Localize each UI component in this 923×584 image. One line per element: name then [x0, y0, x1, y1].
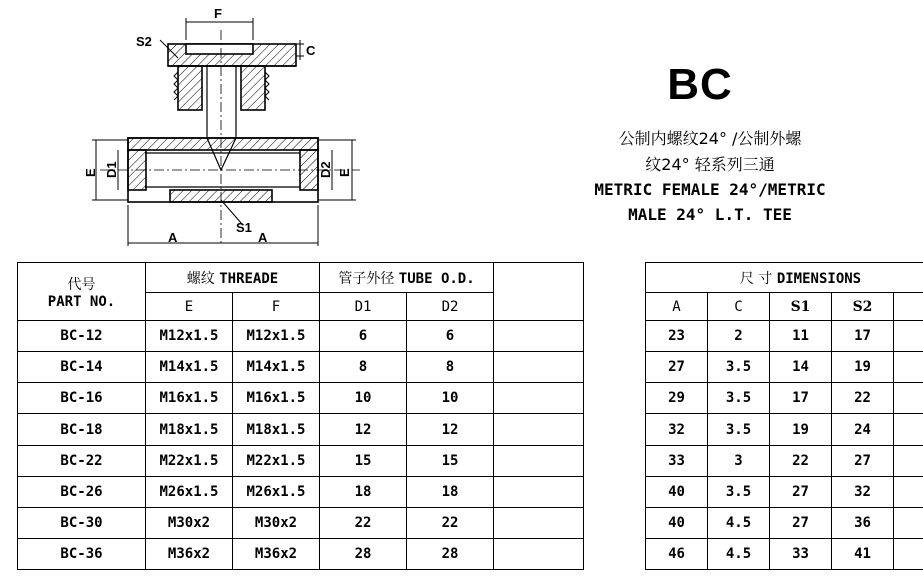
cell-dim-blank — [894, 321, 923, 352]
cell-part: BC-12 — [18, 321, 146, 352]
table-row — [18, 414, 923, 445]
cell-E: M14x1.5 — [146, 352, 233, 383]
cell-S2: 41 — [832, 538, 894, 569]
cell-E: M30x2 — [146, 507, 233, 538]
cell-blank — [494, 476, 584, 507]
header-S2: S2 — [832, 293, 894, 321]
cell-S1: 27 — [770, 476, 832, 507]
cell-C: 3.5 — [708, 414, 770, 445]
header-thread-cn: 螺纹 — [186, 270, 215, 287]
header-tube-en: TUBE O.D. — [398, 270, 475, 287]
header-thread-en: THREADE — [219, 270, 279, 287]
cell-A: 33 — [646, 445, 708, 476]
cell-part: BC-22 — [18, 445, 146, 476]
header-part-no — [18, 263, 146, 321]
cell-E: M18x1.5 — [146, 414, 233, 445]
cell-A: 32 — [646, 414, 708, 445]
cell-E: M12x1.5 — [146, 321, 233, 352]
label-F: F — [214, 6, 222, 21]
cell-E: M22x1.5 — [146, 445, 233, 476]
cell-C: 2 — [708, 321, 770, 352]
header-C: C — [708, 293, 770, 321]
header-thread — [146, 263, 320, 293]
label-S1: S1 — [236, 220, 252, 235]
cell-S1: 22 — [770, 445, 832, 476]
cell-D1: 28 — [320, 538, 407, 569]
cell-E: M36x2 — [146, 538, 233, 569]
cell-F: M36x2 — [233, 538, 320, 569]
cell-blank — [494, 414, 584, 445]
cell-F: M30x2 — [233, 507, 320, 538]
header-dim-en: DIMENSIONS — [776, 270, 862, 287]
cell-A: 46 — [646, 538, 708, 569]
header-row-1 — [18, 263, 923, 293]
cell-D2: 28 — [407, 538, 494, 569]
cell-part: BC-26 — [18, 476, 146, 507]
cell-part: BC-16 — [18, 383, 146, 414]
header-tube-cn: 管子外径 — [338, 270, 395, 287]
cell-S2: 22 — [832, 383, 894, 414]
cell-dim-blank — [894, 507, 923, 538]
cell-A: 27 — [646, 352, 708, 383]
cell-C: 3.5 — [708, 476, 770, 507]
cell-dim-blank — [894, 352, 923, 383]
cell-A: 23 — [646, 321, 708, 352]
label-D2: D2 — [318, 161, 333, 178]
cell-F: M14x1.5 — [233, 352, 320, 383]
cell-D1: 8 — [320, 352, 407, 383]
cell-S2: 32 — [832, 476, 894, 507]
cell-dim-blank — [894, 476, 923, 507]
cell-E: M26x1.5 — [146, 476, 233, 507]
cell-blank — [494, 507, 584, 538]
label-C: C — [306, 43, 316, 58]
cell-F: M12x1.5 — [233, 321, 320, 352]
title-cn-line-2: 纹24° 轻系列三通 — [645, 155, 775, 174]
label-S2: S2 — [136, 34, 152, 49]
header-dim-blank — [894, 293, 923, 321]
table-row — [18, 538, 923, 569]
specification-table — [17, 262, 923, 570]
header-dim-cn: 尺 寸 — [739, 270, 773, 287]
cell-S1: 17 — [770, 383, 832, 414]
cell-A: 29 — [646, 383, 708, 414]
cell-dim-blank — [894, 445, 923, 476]
table-row — [18, 352, 923, 383]
header-dimensions — [646, 263, 923, 293]
header-E: E — [146, 293, 233, 321]
cell-S2: 19 — [832, 352, 894, 383]
cell-part: BC-14 — [18, 352, 146, 383]
table-row — [18, 383, 923, 414]
cell-A: 40 — [646, 476, 708, 507]
header-A: A — [646, 293, 708, 321]
cell-A: 40 — [646, 507, 708, 538]
cell-dim-blank — [894, 538, 923, 569]
header-part-cn: 代号 — [67, 276, 96, 293]
cell-blank — [494, 538, 584, 569]
table-row — [18, 507, 923, 538]
cell-E: M16x1.5 — [146, 383, 233, 414]
cell-D1: 18 — [320, 476, 407, 507]
cell-F: M26x1.5 — [233, 476, 320, 507]
cell-blank — [494, 321, 584, 352]
header-row-2 — [18, 293, 923, 321]
cell-D2: 8 — [407, 352, 494, 383]
cell-D1: 12 — [320, 414, 407, 445]
cell-S1: 33 — [770, 538, 832, 569]
header-tube — [320, 263, 494, 293]
cell-dim-blank — [894, 383, 923, 414]
cell-D2: 22 — [407, 507, 494, 538]
title-en-line-2: MALE 24° L.T. TEE — [628, 205, 792, 224]
label-D1: D1 — [104, 161, 119, 178]
product-code-title: BC — [667, 60, 733, 109]
cell-D2: 18 — [407, 476, 494, 507]
cell-blank — [494, 445, 584, 476]
table-row — [18, 476, 923, 507]
cell-D2: 12 — [407, 414, 494, 445]
cell-S1: 19 — [770, 414, 832, 445]
cell-C: 4.5 — [708, 538, 770, 569]
label-E-right: E — [337, 168, 352, 177]
cell-dim-blank — [894, 414, 923, 445]
cell-part: BC-30 — [18, 507, 146, 538]
header-part-en: PART NO. — [47, 293, 116, 310]
cell-D1: 6 — [320, 321, 407, 352]
header-S1: S1 — [770, 293, 832, 321]
header-D1: D1 — [320, 293, 407, 321]
cell-part: BC-18 — [18, 414, 146, 445]
cell-C: 4.5 — [708, 507, 770, 538]
label-E-left: E — [83, 168, 98, 177]
header-F: F — [233, 293, 320, 321]
cell-S2: 17 — [832, 321, 894, 352]
cell-D2: 6 — [407, 321, 494, 352]
cell-S1: 14 — [770, 352, 832, 383]
cell-C: 3.5 — [708, 383, 770, 414]
cell-S2: 24 — [832, 414, 894, 445]
title-en-line-1: METRIC FEMALE 24°/METRIC — [594, 180, 826, 199]
cell-S1: 27 — [770, 507, 832, 538]
label-A-right: A — [258, 230, 268, 245]
cell-C: 3.5 — [708, 352, 770, 383]
cell-D1: 10 — [320, 383, 407, 414]
cell-F: M22x1.5 — [233, 445, 320, 476]
cell-D2: 10 — [407, 383, 494, 414]
title-cn-line-1: 公制内螺纹24° /公制外螺 — [618, 129, 802, 148]
cell-D2: 15 — [407, 445, 494, 476]
cell-blank — [494, 352, 584, 383]
table-gap — [584, 263, 646, 570]
cell-S1: 11 — [770, 321, 832, 352]
cell-S2: 36 — [832, 507, 894, 538]
header-D2: D2 — [407, 293, 494, 321]
cell-S2: 27 — [832, 445, 894, 476]
header-blank — [494, 263, 584, 321]
cell-part: BC-36 — [18, 538, 146, 569]
table-row — [18, 445, 923, 476]
cell-F: M18x1.5 — [233, 414, 320, 445]
cell-D1: 15 — [320, 445, 407, 476]
label-A-left: A — [168, 230, 178, 245]
cell-D1: 22 — [320, 507, 407, 538]
cell-F: M16x1.5 — [233, 383, 320, 414]
cell-blank — [494, 383, 584, 414]
table-row — [18, 321, 923, 352]
cell-C: 3 — [708, 445, 770, 476]
